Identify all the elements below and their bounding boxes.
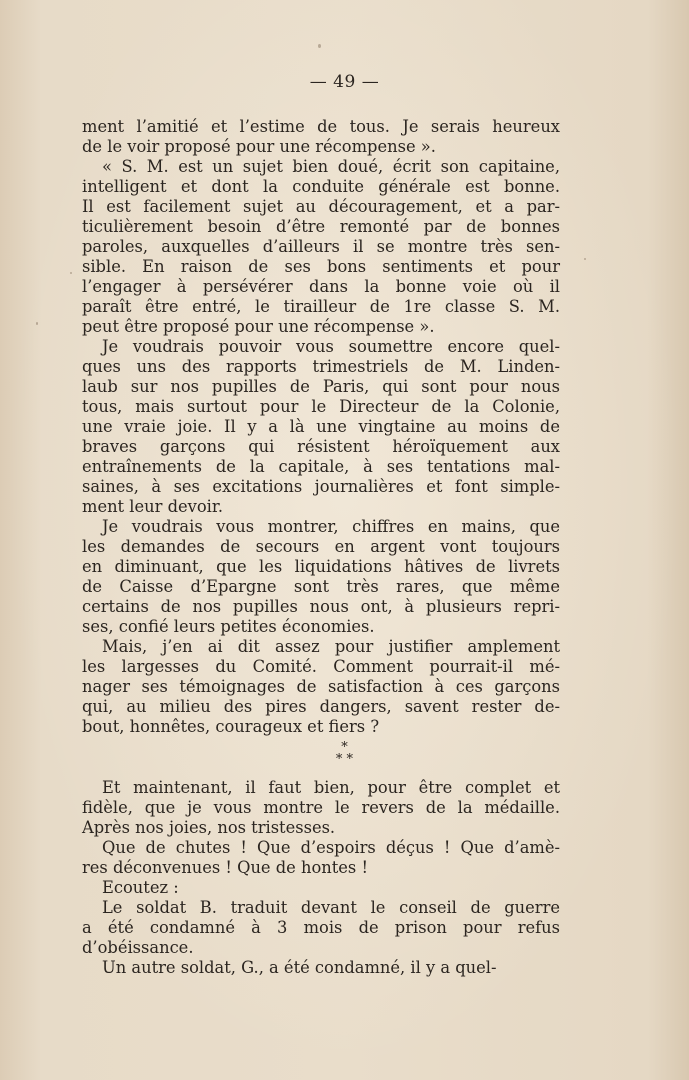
text-line: entraînements de la capitale, à ses tentations mal-: [82, 457, 560, 476]
asterism-top: *: [341, 740, 348, 755]
paper-speck: [70, 272, 72, 274]
text-line: Que de chutes ! Que d’espoirs déçus ! Que d’amè-: [102, 838, 560, 857]
text-line: ment l’amitié et l’estime de tous. Je serais heureux: [82, 117, 560, 136]
text-line: fidèle, que je vous montre le revers de la médaille.: [82, 798, 560, 817]
text-line: Mais, j’en ai dit assez pour justifier amplement: [102, 637, 560, 656]
text-line: qui, au milieu des pires dangers, savent rester de-: [82, 697, 560, 716]
text-line: une vraie joie. Il y a là une vingtaine au moins de: [82, 417, 560, 436]
paper-speck: [36, 322, 38, 325]
text-line: saines, à ses excitations journalières et font simple-: [82, 477, 560, 496]
text-line: Ecoutez :: [102, 878, 179, 897]
text-line: Le soldat B. traduit devant le conseil de guerre: [102, 898, 560, 917]
text-line: Un autre soldat, G., a été condamné, il y a quel-: [102, 958, 497, 977]
text-line: bout, honnêtes, courageux et fiers ?: [82, 717, 380, 736]
text-line: Je voudrais vous montrer, chiffres en mains, que: [102, 517, 560, 536]
text-line: nager ses témoignages de satisfaction à ces garçons: [82, 677, 560, 696]
text-line: Il est facilement sujet au découragement, et a par-: [82, 197, 560, 216]
text-line: braves garçons qui résistent héroïquement aux: [82, 437, 560, 456]
text-line: paroles, auxquelles d’ailleurs il se montre très sen-: [82, 237, 560, 256]
section-separator-asterism: [0, 742, 689, 766]
paper-speck: [318, 44, 321, 48]
text-line: certains de nos pupilles nous ont, à plusieurs repri-: [82, 597, 560, 616]
text-line: Et maintenant, il faut bien, pour être complet et: [102, 778, 560, 797]
text-line: sible. En raison de ses bons sentiments et pour: [82, 257, 560, 276]
text-line: peut être proposé pour une récompense ».: [82, 317, 435, 336]
text-line: Après nos joies, nos tristesses.: [82, 818, 336, 837]
text-line: res déconvenues ! Que de hontes !: [82, 858, 369, 877]
text-line: l’engager à persévérer dans la bonne voie où il: [82, 277, 560, 296]
text-line: « S. M. est un sujet bien doué, écrit son capitaine,: [102, 157, 560, 176]
text-line: intelligent et dont la conduite générale est bonne.: [82, 177, 560, 196]
asterism-bottom: * *: [335, 752, 354, 767]
page-number: — 49 —: [309, 72, 380, 92]
text-line: les demandes de secours en argent vont toujours: [82, 537, 560, 556]
text-line: d’obéissance.: [82, 938, 194, 957]
text-line: de Caisse d’Epargne sont très rares, que même: [82, 577, 560, 596]
text-line: tous, mais surtout pour le Directeur de la Colonie,: [82, 397, 560, 416]
text-line: a été condamné à 3 mois de prison pour refus: [82, 918, 560, 937]
text-line: ticulièrement besoin d’être remonté par de bonnes: [82, 217, 560, 236]
text-line: Je voudrais pouvoir vous soumettre encore quel-: [102, 337, 560, 356]
paper-speck: [584, 258, 586, 260]
text-line: de le voir proposé pour une récompense ».: [82, 137, 436, 156]
body-text-section-2: [82, 778, 560, 978]
text-line: ses, confié leurs petites économies.: [82, 617, 375, 636]
text-line: en diminuant, que les liquidations hâtives de livrets: [82, 557, 560, 576]
body-text-section-1: [82, 117, 560, 737]
text-line: laub sur nos pupilles de Paris, qui sont pour nous: [82, 377, 560, 396]
text-line: ques uns des rapports trimestriels de M. Linden-: [82, 357, 560, 376]
text-line: paraît être entré, le tirailleur de 1re classe S. M.: [82, 297, 560, 316]
text-line: ment leur devoir.: [82, 497, 223, 516]
text-line: les largesses du Comité. Comment pourrait-il mé-: [82, 657, 560, 676]
